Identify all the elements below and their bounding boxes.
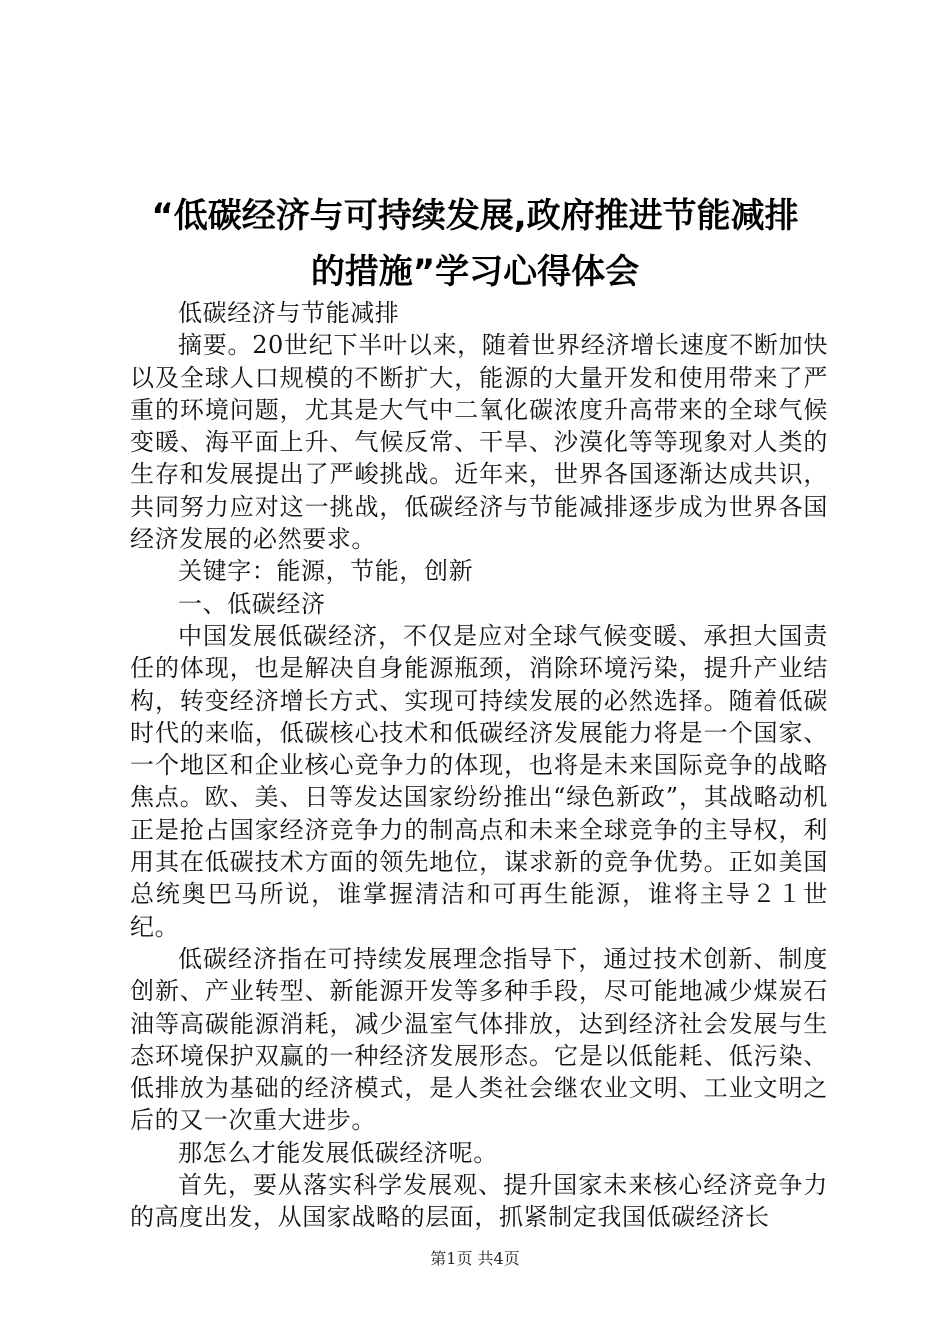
body-paragraph: 首先，要从落实科学发展观、提升国家未来核心经济竞争力的高度出发，从国家战略的层面，抓紧制定我国低碳经济长 bbox=[130, 1171, 828, 1232]
body-paragraph: 低碳经济指在可持续发展理念指导下，通过技术创新、制度创新、产业转型、新能源开发等多种手段，尽可能地减少煤炭石油等高碳能源消耗，减少温室气体排放，达到经济社会发展与生态环境保护双赢的一种经济发展形态。它是以低能耗、低污染、低排放为基础的经济模式，是人类社会继农业文明、工业文明之后的又一次重大进步。 bbox=[130, 944, 828, 1135]
page-footer: 第1页 共4页 bbox=[430, 1249, 520, 1268]
title-line-1: “低碳经济与可持续发展,政府推进节能减排 bbox=[151, 196, 799, 236]
body-paragraph: 那怎么才能发展低碳经济呢。 bbox=[178, 1138, 498, 1167]
document-title bbox=[120, 188, 830, 300]
title-line-2: 的措施”学习心得体会 bbox=[310, 252, 640, 292]
section-heading: 一、低碳经济 bbox=[178, 589, 326, 618]
document-body bbox=[130, 297, 828, 1234]
keywords-paragraph: 关键字：能源，节能，创新 bbox=[178, 557, 474, 586]
subtitle-paragraph: 低碳经济与节能减排 bbox=[178, 299, 400, 327]
body-paragraph: 中国发展低碳经济，不仅是应对全球气候变暖、承担大国责任的体现，也是解决自身能源瓶颈，消除环境污染，提升产业结构，转变经济增长方式、实现可持续发展的必然选择。随着低碳时代的来临，低碳核心技术和低碳经济发展能力将是一个国家、一个地区和企业核心竞争力的体现，也将是未来国际竞争的战略焦点。欧、美、日等发达国家纷纷推出“绿色新政”，其战略动机正是抢占国家经济竞争力的制高点和未来全球竞争的主导权，利用其在低碳技术方面的领先地位，谋求新的竞争优势。正如美国总统奥巴马所说，谁掌握清洁和可再生能源，谁将主导２１世纪。 bbox=[130, 621, 828, 941]
abstract-paragraph: 摘要。20世纪下半叶以来，随着世界经济增长速度不断加快以及全球人口规模的不断扩大，能源的大量开发和使用带来了严重的环境问题，尤其是大气中二氧化碳浓度升高带来的全球气候变暖、海平面上升、气候反常、干旱、沙漠化等等现象对人类的生存和发展提出了严峻挑战。近年来，世界各国逐渐达成共识，共同努力应对这一挑战，低碳经济与节能减排逐步成为世界各国经济发展的必然要求。 bbox=[130, 331, 828, 554]
